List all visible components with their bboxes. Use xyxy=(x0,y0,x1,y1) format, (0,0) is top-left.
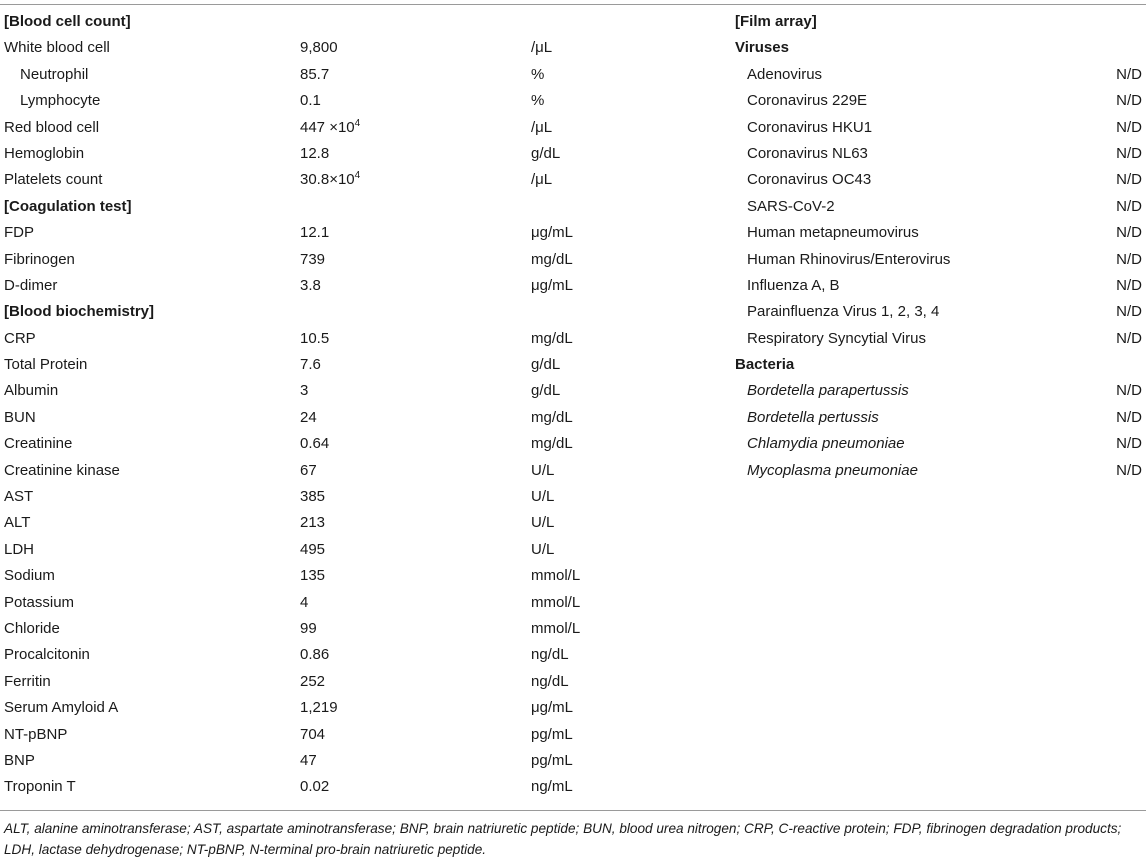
test-value-text: 47 xyxy=(300,751,317,769)
lab-row xyxy=(0,458,700,484)
test-value xyxy=(300,431,329,457)
left-column xyxy=(0,9,700,801)
lab-row xyxy=(0,748,700,774)
test-value-text: 30.8×10 xyxy=(300,171,355,189)
pathogen-row xyxy=(735,167,1146,193)
test-unit: % xyxy=(531,92,545,110)
test-value-text: 0.64 xyxy=(300,435,330,453)
section-header-row xyxy=(0,9,700,35)
pathogen-result: N/D xyxy=(1116,171,1142,189)
test-name: Neutrophil xyxy=(20,65,89,83)
test-value-text: 0.02 xyxy=(300,778,330,796)
test-unit: g/dL xyxy=(531,356,561,374)
test-name: CRP xyxy=(4,329,36,347)
test-value-text: 385 xyxy=(300,488,326,506)
film-array-group-row xyxy=(735,35,1146,61)
test-value-text: 24 xyxy=(300,408,317,426)
pathogen-result: N/D xyxy=(1116,118,1142,136)
pathogen-row xyxy=(735,194,1146,220)
test-name: Serum Amyloid A xyxy=(4,699,119,717)
test-unit: mg/dL xyxy=(531,250,573,268)
test-unit: % xyxy=(531,65,545,83)
pathogen-name: Coronavirus NL63 xyxy=(747,144,868,162)
lab-row xyxy=(0,695,700,721)
top-rule xyxy=(0,4,1146,5)
film-array-group-header: Bacteria xyxy=(735,356,795,374)
lab-row xyxy=(0,774,700,800)
test-unit: /μL xyxy=(531,39,553,57)
test-value xyxy=(300,669,325,695)
test-name: White blood cell xyxy=(4,39,110,57)
test-value xyxy=(300,537,325,563)
test-value xyxy=(300,616,317,642)
test-unit: mg/dL xyxy=(531,435,573,453)
test-value xyxy=(300,510,325,536)
test-value-text: 10.5 xyxy=(300,329,330,347)
test-unit: mg/dL xyxy=(531,408,573,426)
film-array-title: [Film array] xyxy=(735,13,817,30)
test-name: NT-pBNP xyxy=(4,725,68,743)
test-value-text: 3.8 xyxy=(300,276,321,294)
test-value xyxy=(300,35,338,61)
test-value-text: 12.1 xyxy=(300,224,330,242)
lab-row xyxy=(0,669,700,695)
pathogen-row xyxy=(735,378,1146,404)
test-unit: mmol/L xyxy=(531,567,581,585)
test-name: LDH xyxy=(4,540,35,558)
test-unit: μg/mL xyxy=(531,224,573,242)
pathogen-name: Human Rhinovirus/Enterovirus xyxy=(747,250,951,268)
test-value-text: 213 xyxy=(300,514,326,532)
pathogen-name: Respiratory Syncytial Virus xyxy=(747,329,926,347)
test-value-text: 12.8 xyxy=(300,144,330,162)
test-value xyxy=(300,352,321,378)
section-header-row xyxy=(0,194,700,220)
test-value-text: 0.86 xyxy=(300,646,330,664)
test-value xyxy=(300,247,325,273)
test-name: Total Protein xyxy=(4,356,88,374)
test-unit: U/L xyxy=(531,461,555,479)
pathogen-name: Human metapneumovirus xyxy=(747,224,919,242)
pathogen-result: N/D xyxy=(1116,92,1142,110)
test-value-text: 3 xyxy=(300,382,309,400)
lab-row xyxy=(0,247,700,273)
test-unit: μg/mL xyxy=(531,276,573,294)
lab-row xyxy=(0,62,700,88)
test-value-text: 7.6 xyxy=(300,356,321,374)
section-header-row xyxy=(0,299,700,325)
lab-row xyxy=(0,405,700,431)
test-name: D-dimer xyxy=(4,276,58,294)
test-value xyxy=(300,722,325,748)
pathogen-name: Bordetella pertussis xyxy=(747,408,879,426)
test-value xyxy=(300,458,317,484)
lab-row xyxy=(0,167,700,193)
lab-row xyxy=(0,352,700,378)
test-name: BUN xyxy=(4,408,36,426)
pathogen-row xyxy=(735,299,1146,325)
abbreviations-footnote: ALT, alanine aminotransferase; AST, aspartate aminotransferase; BNP, brain natriuretic peptide; BUN, blood urea nitrogen; CRP, C-reactive protein; FDP, fibrinogen degradation products; LDH, lactase dehydrogenase; NT-pBNP, N-terminal pro-brain natriuretic peptide. xyxy=(4,821,1122,857)
lab-row xyxy=(0,642,700,668)
test-name: FDP xyxy=(4,224,34,242)
pathogen-row xyxy=(735,326,1146,352)
test-unit: mg/dL xyxy=(531,329,573,347)
test-name: Chloride xyxy=(4,619,60,637)
pathogen-name: Influenza A, B xyxy=(747,276,840,294)
pathogen-name: Parainfluenza Virus 1, 2, 3, 4 xyxy=(747,303,940,321)
lab-row xyxy=(0,590,700,616)
test-value-text: 447 ×10 xyxy=(300,118,355,136)
lab-row xyxy=(0,141,700,167)
pathogen-row xyxy=(735,247,1146,273)
lab-row xyxy=(0,273,700,299)
test-value xyxy=(300,642,329,668)
test-unit: μg/mL xyxy=(531,699,573,717)
test-value-text: 4 xyxy=(300,593,309,611)
test-name: Albumin xyxy=(4,382,59,400)
pathogen-name: Coronavirus HKU1 xyxy=(747,118,873,136)
test-name: Creatinine kinase xyxy=(4,461,120,479)
test-name: BNP xyxy=(4,751,35,769)
test-unit: U/L xyxy=(531,514,555,532)
test-name: Fibrinogen xyxy=(4,250,75,268)
test-value xyxy=(300,167,360,193)
test-value xyxy=(300,563,325,589)
pathogen-result: N/D xyxy=(1116,197,1142,215)
test-name: Procalcitonin xyxy=(4,646,90,664)
test-name: Troponin T xyxy=(4,778,76,796)
pathogen-row xyxy=(735,220,1146,246)
test-unit: mmol/L xyxy=(531,619,581,637)
lab-row xyxy=(0,326,700,352)
test-name: Creatinine xyxy=(4,435,73,453)
test-value xyxy=(300,378,308,404)
test-value xyxy=(300,62,329,88)
test-name: Platelets count xyxy=(4,171,103,189)
pathogen-name: Coronavirus 229E xyxy=(747,92,868,110)
pathogen-result: N/D xyxy=(1116,382,1142,400)
right-column xyxy=(735,9,1146,484)
lab-row xyxy=(0,537,700,563)
lab-row xyxy=(0,616,700,642)
test-unit: ng/dL xyxy=(531,672,569,690)
test-value xyxy=(300,774,329,800)
test-value-text: 704 xyxy=(300,725,326,743)
test-value-text: 1,219 xyxy=(300,699,338,717)
film-array-group-header: Viruses xyxy=(735,39,789,57)
test-value xyxy=(300,115,360,141)
pathogen-name: Coronavirus OC43 xyxy=(747,171,872,189)
pathogen-row xyxy=(735,273,1146,299)
test-unit: g/dL xyxy=(531,144,561,162)
pathogen-result: N/D xyxy=(1116,250,1142,268)
test-unit: pg/mL xyxy=(531,751,573,769)
test-name: Potassium xyxy=(4,593,75,611)
pathogen-name: Adenovirus xyxy=(747,65,823,83)
lab-row xyxy=(0,563,700,589)
test-unit: ng/dL xyxy=(531,646,569,664)
test-value xyxy=(300,590,308,616)
test-value xyxy=(300,484,325,510)
pathogen-name: Bordetella parapertussis xyxy=(747,382,909,400)
test-unit: mmol/L xyxy=(531,593,581,611)
pathogen-row xyxy=(735,141,1146,167)
lab-row xyxy=(0,431,700,457)
test-value-exponent: 4 xyxy=(354,117,361,129)
test-unit: U/L xyxy=(531,540,555,558)
test-unit: ng/mL xyxy=(531,778,573,796)
film-array-group-row xyxy=(735,352,1146,378)
pathogen-result: N/D xyxy=(1116,276,1142,294)
test-name: Sodium xyxy=(4,567,55,585)
test-value-text: 85.7 xyxy=(300,65,330,83)
lab-row xyxy=(0,378,700,404)
pathogen-result: N/D xyxy=(1116,224,1142,242)
pathogen-row xyxy=(735,431,1146,457)
pathogen-row xyxy=(735,88,1146,114)
section-header: [Coagulation test] xyxy=(4,197,132,215)
test-unit: /μL xyxy=(531,171,553,189)
test-value-text: 495 xyxy=(300,540,326,558)
pathogen-result: N/D xyxy=(1116,144,1142,162)
test-value xyxy=(300,220,329,246)
test-value xyxy=(300,88,321,114)
lab-row xyxy=(0,88,700,114)
test-value xyxy=(300,405,317,431)
test-unit: U/L xyxy=(531,488,555,506)
pathogen-row xyxy=(735,405,1146,431)
lab-row xyxy=(0,484,700,510)
test-value-text: 9,800 xyxy=(300,39,338,57)
pathogen-row xyxy=(735,115,1146,141)
test-unit: g/dL xyxy=(531,382,561,400)
section-header: [Blood cell count] xyxy=(4,13,131,30)
test-name: Ferritin xyxy=(4,672,51,690)
pathogen-name: Chlamydia pneumoniae xyxy=(747,435,905,453)
lab-row xyxy=(0,510,700,536)
test-value xyxy=(300,326,329,352)
test-name: Lymphocyte xyxy=(20,92,101,110)
test-name: AST xyxy=(4,488,34,506)
test-value-text: 135 xyxy=(300,567,326,585)
test-value-text: 99 xyxy=(300,619,317,637)
pathogen-row xyxy=(735,458,1146,484)
lab-row xyxy=(0,35,700,61)
test-value xyxy=(300,695,338,721)
test-value-text: 0.1 xyxy=(300,92,321,110)
bottom-rule xyxy=(0,810,1146,811)
film-array-title-row xyxy=(735,9,1146,35)
test-name: Hemoglobin xyxy=(4,144,85,162)
test-unit: /μL xyxy=(531,118,553,136)
pathogen-result: N/D xyxy=(1116,435,1142,453)
test-value-text: 67 xyxy=(300,461,317,479)
test-unit: pg/mL xyxy=(531,725,573,743)
pathogen-result: N/D xyxy=(1116,408,1142,426)
pathogen-name: SARS-CoV-2 xyxy=(747,197,835,215)
test-name: ALT xyxy=(4,514,31,532)
test-value xyxy=(300,141,329,167)
lab-row xyxy=(0,722,700,748)
pathogen-name: Mycoplasma pneumoniae xyxy=(747,461,918,479)
pathogen-result: N/D xyxy=(1116,329,1142,347)
section-header: [Blood biochemistry] xyxy=(4,303,155,321)
pathogen-result: N/D xyxy=(1116,65,1142,83)
test-value xyxy=(300,748,317,774)
lab-row xyxy=(0,115,700,141)
test-value-text: 739 xyxy=(300,250,326,268)
test-value-exponent: 4 xyxy=(354,170,361,182)
test-value xyxy=(300,273,321,299)
test-value-text: 252 xyxy=(300,672,326,690)
test-name: Red blood cell xyxy=(4,118,100,136)
lab-row xyxy=(0,220,700,246)
pathogen-result: N/D xyxy=(1116,303,1142,321)
pathogen-row xyxy=(735,62,1146,88)
pathogen-result: N/D xyxy=(1116,461,1142,479)
